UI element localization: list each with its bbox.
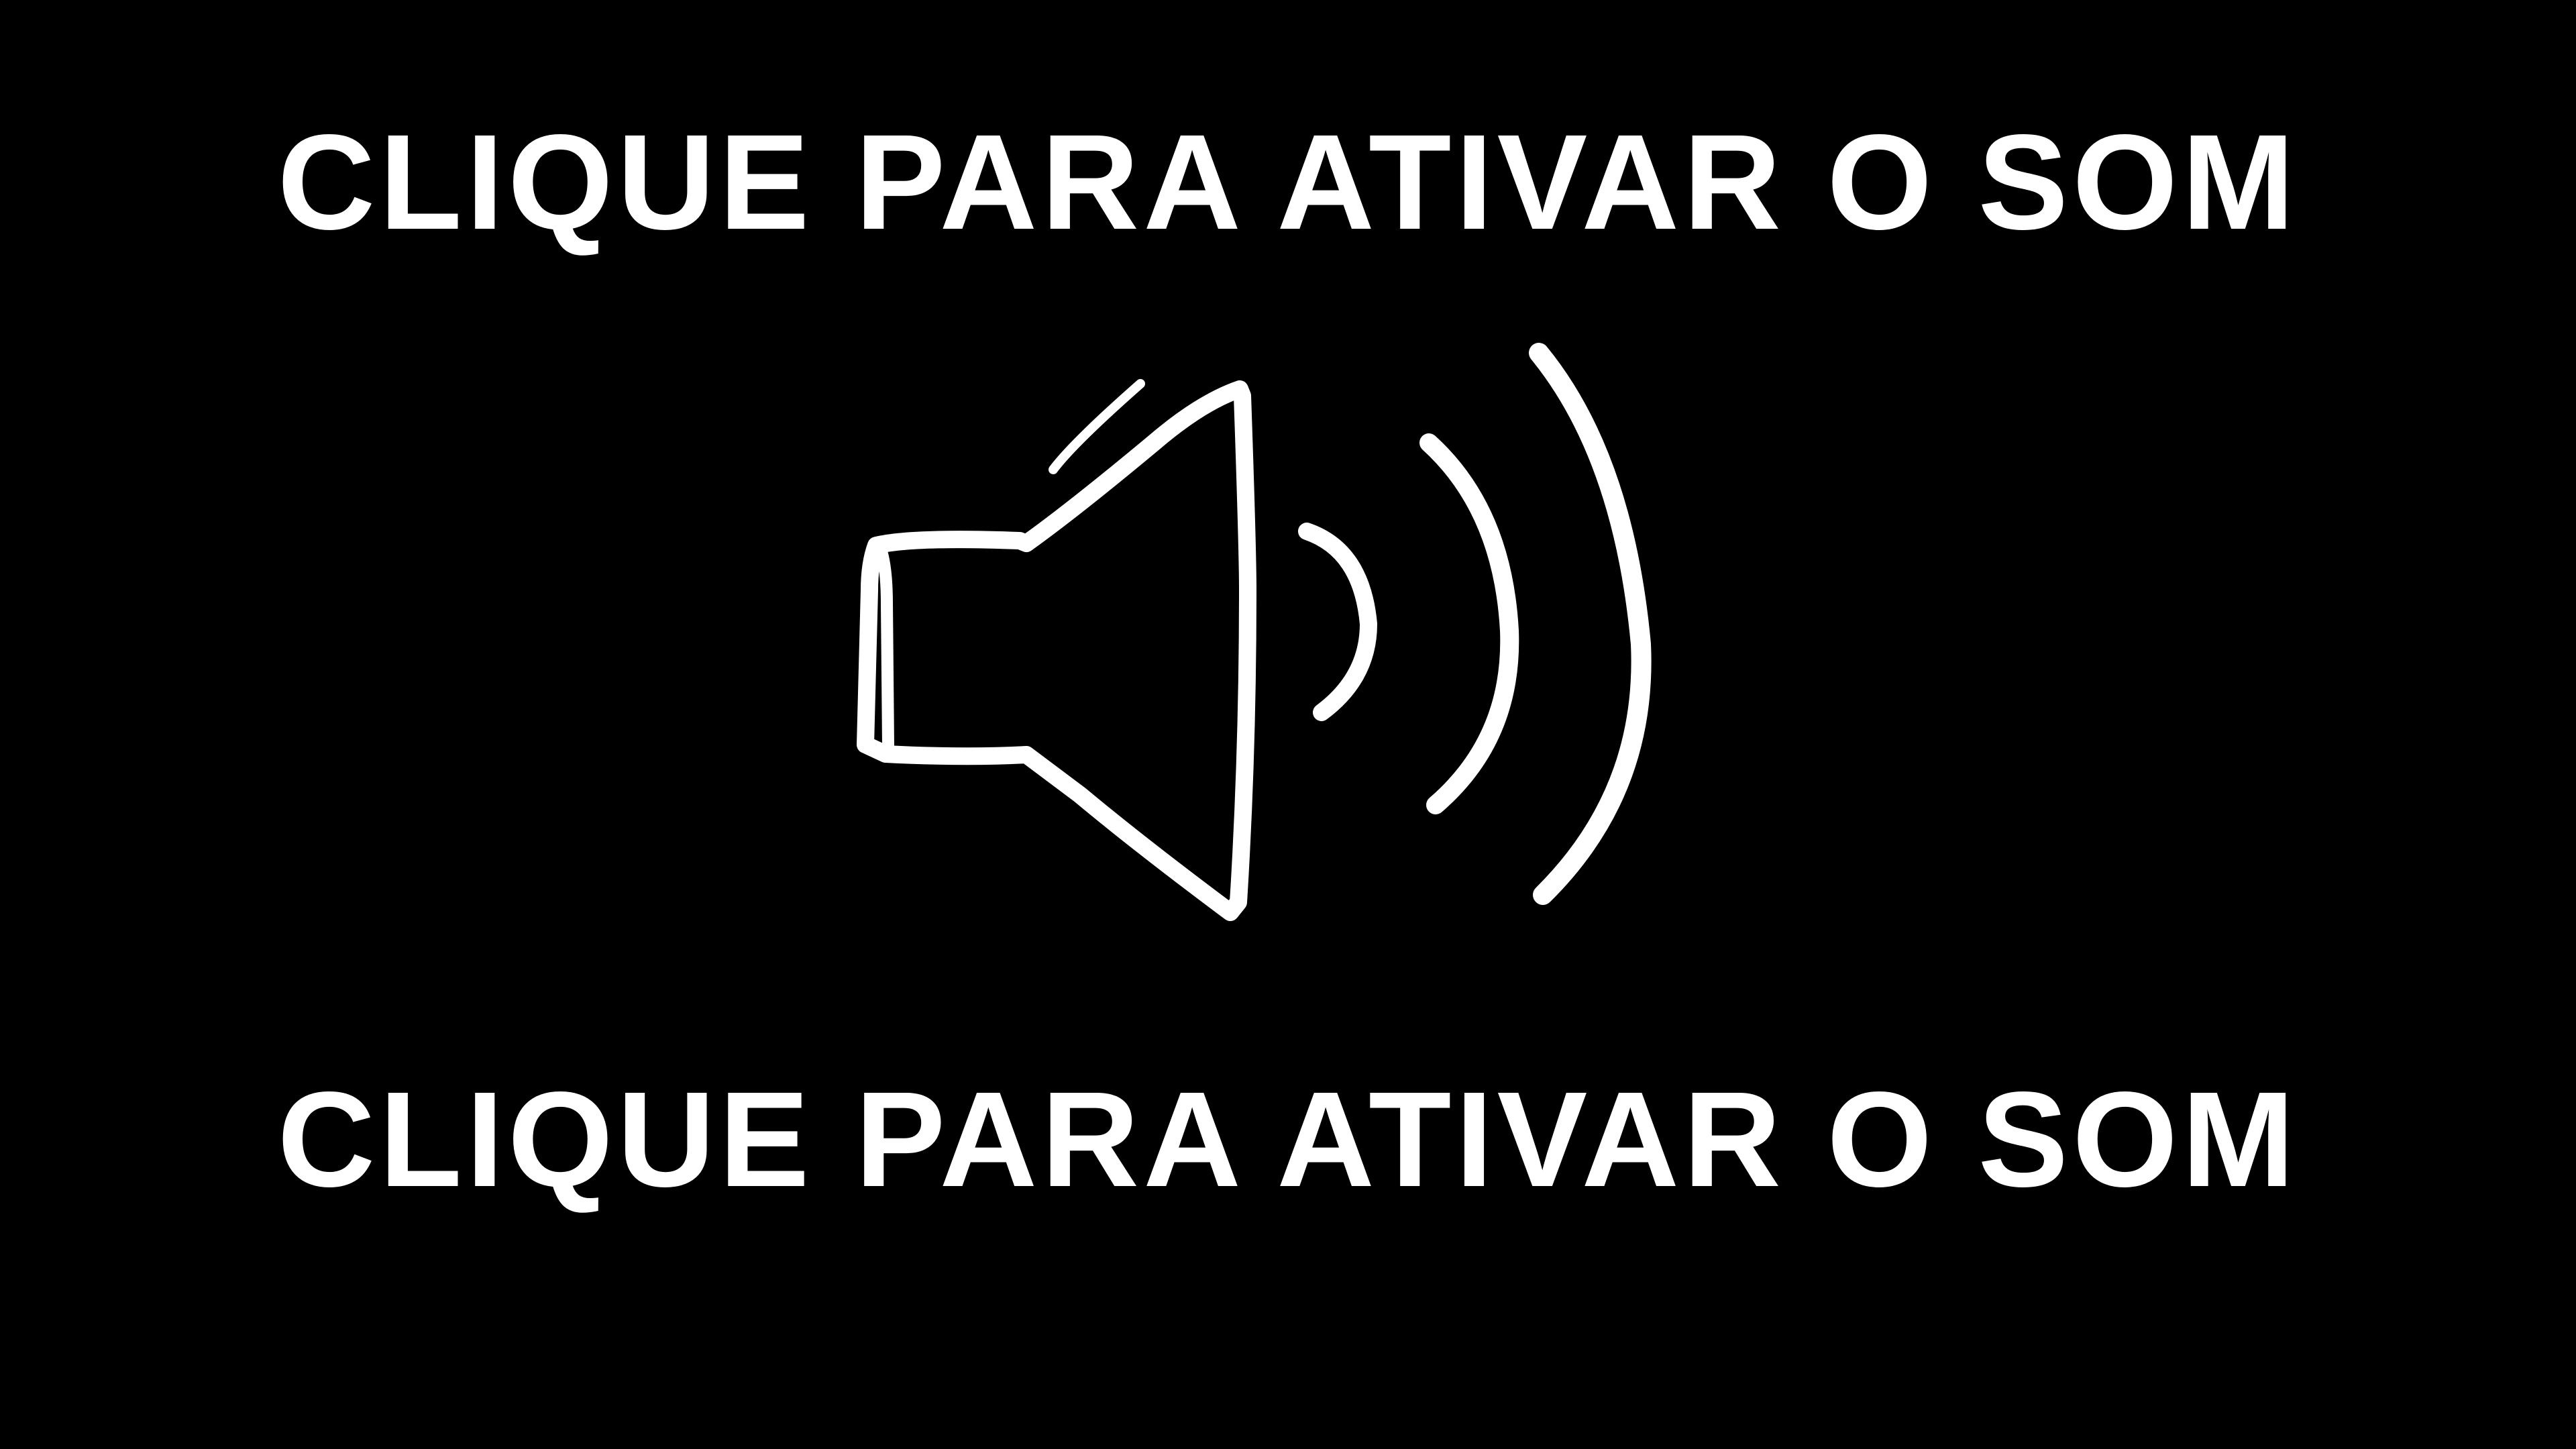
unmute-caption-top[interactable]: CLIQUE PARA ATIVAR O SOM xyxy=(277,106,2299,258)
speaker-box-edge xyxy=(881,551,888,745)
speaker-volume-icon[interactable] xyxy=(845,335,1677,926)
sound-wave-small xyxy=(1307,531,1368,712)
sound-wave-medium xyxy=(1429,443,1509,805)
unmute-caption-bottom[interactable]: CLIQUE PARA ATIVAR O SOM xyxy=(277,1063,2299,1215)
sound-wave-large xyxy=(1539,353,1642,895)
